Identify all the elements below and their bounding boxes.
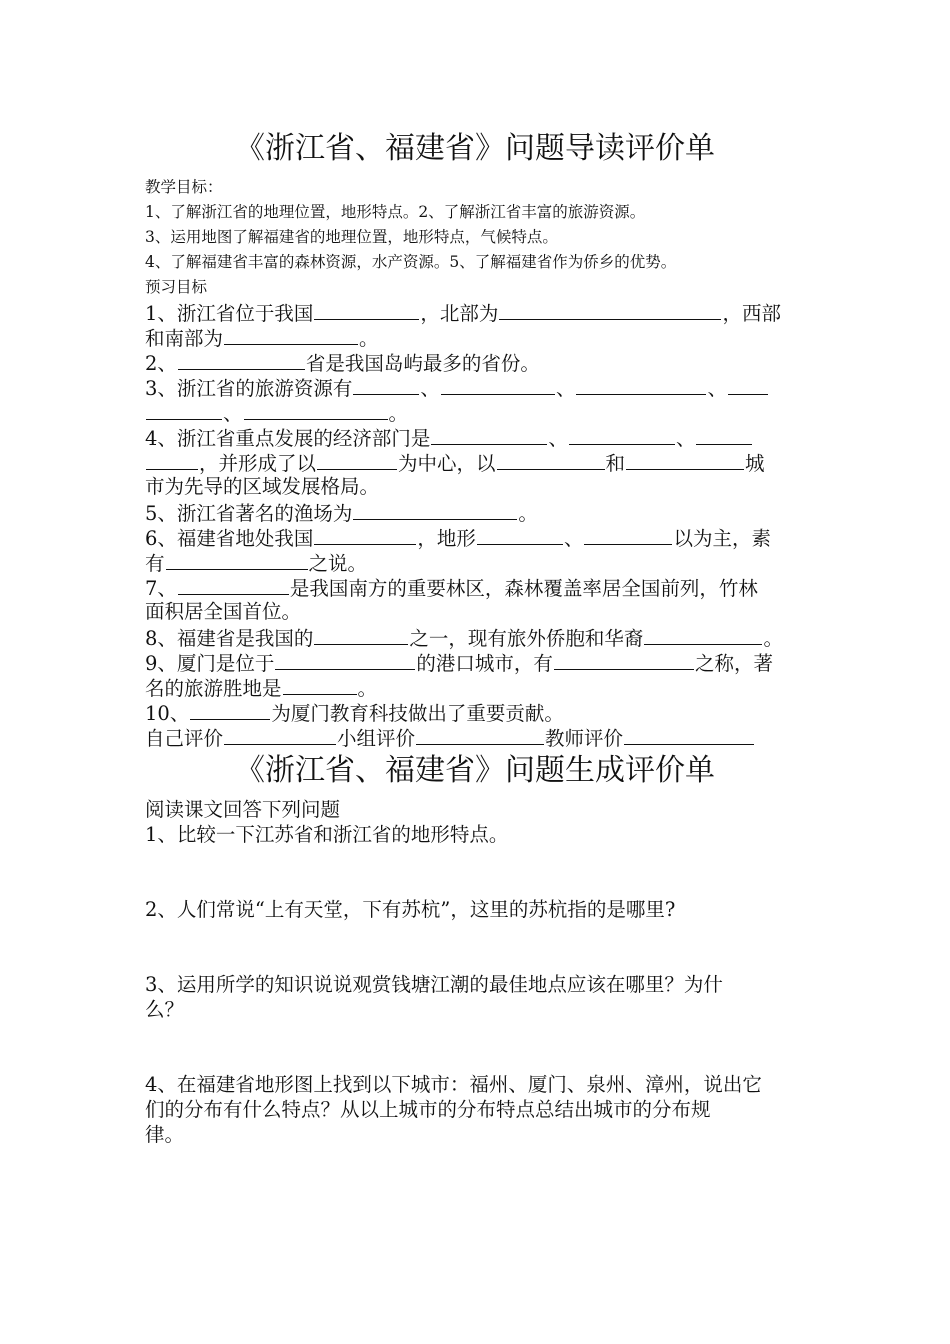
generate-question-4-line-3: 律。 — [145, 1123, 185, 1146]
question-text: 之称，著 — [694, 652, 773, 675]
question-text: ，西部 — [722, 302, 781, 325]
generate-question-2: 2、人们常说“上有天堂，下有苏杭”，这里的苏杭指的是哪里? — [145, 898, 676, 921]
question-8 — [145, 624, 783, 651]
question-10 — [145, 699, 564, 726]
fill-blank[interactable] — [146, 449, 198, 470]
question-text: 。 — [359, 327, 379, 350]
question-text: 为厦门教育科技做出了重要贡献。 — [271, 702, 564, 725]
guide-title: 《浙江省、福建省》问题导读评价单 — [235, 131, 715, 166]
question-text: 之一，现有旅外侨胞和华裔 — [409, 627, 644, 650]
goal-line-2: 3、运用地图了解福建省的地理位置，地形特点，气候特点。 — [145, 228, 558, 246]
question-text: 和 — [605, 452, 626, 475]
question-text: 以为主，素 — [673, 527, 771, 550]
question-9-line-2 — [145, 674, 377, 701]
fill-blank[interactable] — [317, 449, 397, 470]
question-4-line-1 — [145, 424, 753, 451]
question-text: 有 — [145, 552, 165, 575]
question-text: ，北部为 — [420, 302, 499, 325]
self-evaluation-label: 自己评价 — [145, 727, 224, 750]
question-text: 4、浙江省重点发展的经济部门是 — [145, 427, 431, 450]
question-text: 1、浙江省位于我国 — [145, 302, 314, 325]
fill-blank[interactable] — [497, 449, 605, 470]
question-text: 之说。 — [308, 552, 368, 575]
fill-blank[interactable] — [178, 349, 305, 370]
separator: 、 — [707, 377, 727, 400]
question-text: 8、福建省是我国的 — [145, 627, 314, 650]
question-text: 。 — [763, 627, 783, 650]
separator: 、 — [675, 427, 696, 450]
teacher-evaluation-label: 教师评价 — [545, 727, 624, 750]
question-text: 省是我国岛屿最多的省份。 — [305, 352, 540, 375]
fill-blank[interactable] — [569, 424, 675, 445]
goal-line-1: 1、了解浙江省的地理位置，地形特点。2、了解浙江省丰富的旅游资源。 — [145, 203, 646, 221]
question-text: 为中心，以 — [398, 452, 496, 475]
question-3-line-1 — [145, 374, 769, 401]
separator: 、 — [223, 402, 243, 425]
fill-blank[interactable] — [576, 374, 706, 395]
fill-blank[interactable] — [353, 374, 419, 395]
fill-blank[interactable] — [314, 299, 419, 320]
question-text: 的港口城市，有 — [416, 652, 553, 675]
fill-blank[interactable] — [554, 649, 694, 670]
fill-blank[interactable] — [146, 399, 222, 420]
self-evaluation-blank[interactable] — [224, 724, 336, 745]
question-text: 。 — [518, 502, 538, 525]
fill-blank[interactable] — [166, 549, 308, 570]
teacher-evaluation-blank[interactable] — [624, 724, 754, 745]
fill-blank[interactable] — [314, 624, 408, 645]
question-text: 是我国南方的重要林区，森林覆盖率居全国前列，竹林 — [289, 577, 758, 600]
fill-blank[interactable] — [353, 499, 517, 520]
generate-question-4-line-2: 们的分布有什么特点？从以上城市的分布特点总结出城市的分布规 — [145, 1098, 711, 1121]
question-1-line-2 — [145, 324, 379, 351]
fill-blank[interactable] — [441, 374, 555, 395]
question-9-line-1 — [145, 649, 773, 676]
question-text: ，并形成了以 — [199, 452, 317, 475]
separator: 、 — [563, 527, 584, 550]
fill-blank[interactable] — [477, 524, 563, 545]
fill-blank[interactable] — [584, 524, 672, 545]
generate-question-3-line-2: 么？ — [145, 998, 185, 1021]
separator: 、 — [548, 427, 568, 450]
fill-blank[interactable] — [431, 424, 547, 445]
question-2 — [145, 349, 540, 376]
fill-blank[interactable] — [283, 674, 357, 695]
generate-title: 《浙江省、福建省》问题生成评价单 — [235, 753, 715, 788]
question-4-line-3: 市为先导的区域发展格局。 — [145, 475, 380, 498]
separator: 、 — [555, 377, 576, 400]
question-4-line-2 — [145, 449, 765, 476]
question-text: 6、福建省地处我国 — [145, 527, 314, 550]
preview-heading: 预习目标 — [145, 278, 208, 296]
question-text: 。 — [388, 402, 409, 425]
question-text: 和南部为 — [145, 327, 224, 350]
generate-question-3-line-1: 3、运用所学的知识说说观赏钱塘江潮的最佳地点应该在哪里？为什 — [145, 973, 723, 996]
fill-blank[interactable] — [244, 399, 388, 420]
question-text: 7、 — [145, 577, 177, 600]
question-text: 2、 — [145, 352, 177, 375]
fill-blank[interactable] — [275, 649, 415, 670]
question-text: 名的旅游胜地是 — [145, 677, 282, 700]
goals-heading: 教学目标： — [145, 178, 223, 196]
question-text: 9、厦门是位于 — [145, 652, 275, 675]
question-5 — [145, 499, 538, 526]
question-text: ，地形 — [417, 527, 476, 550]
fill-blank[interactable] — [178, 574, 289, 595]
question-6-line-2 — [145, 549, 367, 576]
generate-question-4-line-1: 4、在福建省地形图上找到以下城市：福州、厦门、泉州、漳州，说出它 — [145, 1073, 762, 1096]
fill-blank[interactable] — [728, 374, 768, 395]
fill-blank[interactable] — [224, 324, 358, 345]
question-text: 城 — [745, 452, 765, 475]
generate-instruction: 阅读课文回答下列问题 — [145, 798, 341, 821]
fill-blank[interactable] — [626, 449, 744, 470]
question-text: 5、浙江省著名的渔场为 — [145, 502, 353, 525]
generate-question-1: 1、比较一下江苏省和浙江省的地形特点。 — [145, 823, 509, 846]
fill-blank[interactable] — [499, 299, 721, 320]
group-evaluation-label: 小组评价 — [337, 727, 416, 750]
question-text: 。 — [357, 677, 378, 700]
question-6-line-1 — [145, 524, 771, 551]
question-7-line-2: 面积居全国首位。 — [145, 600, 302, 623]
evaluation-line — [145, 724, 755, 751]
question-text: 10、 — [145, 702, 190, 725]
separator: 、 — [420, 377, 440, 400]
fill-blank[interactable] — [644, 624, 762, 645]
question-1-line-1 — [145, 299, 781, 326]
fill-blank[interactable] — [314, 524, 416, 545]
fill-blank[interactable] — [696, 424, 752, 445]
question-text: 3、浙江省的旅游资源有 — [145, 377, 353, 400]
fill-blank[interactable] — [190, 699, 270, 720]
group-evaluation-blank[interactable] — [416, 724, 544, 745]
question-3-line-2 — [145, 399, 408, 426]
question-7-line-1 — [145, 574, 758, 601]
goal-line-3: 4、了解福建省丰富的森林资源，水产资源。5、了解福建省作为侨乡的优势。 — [145, 253, 677, 271]
